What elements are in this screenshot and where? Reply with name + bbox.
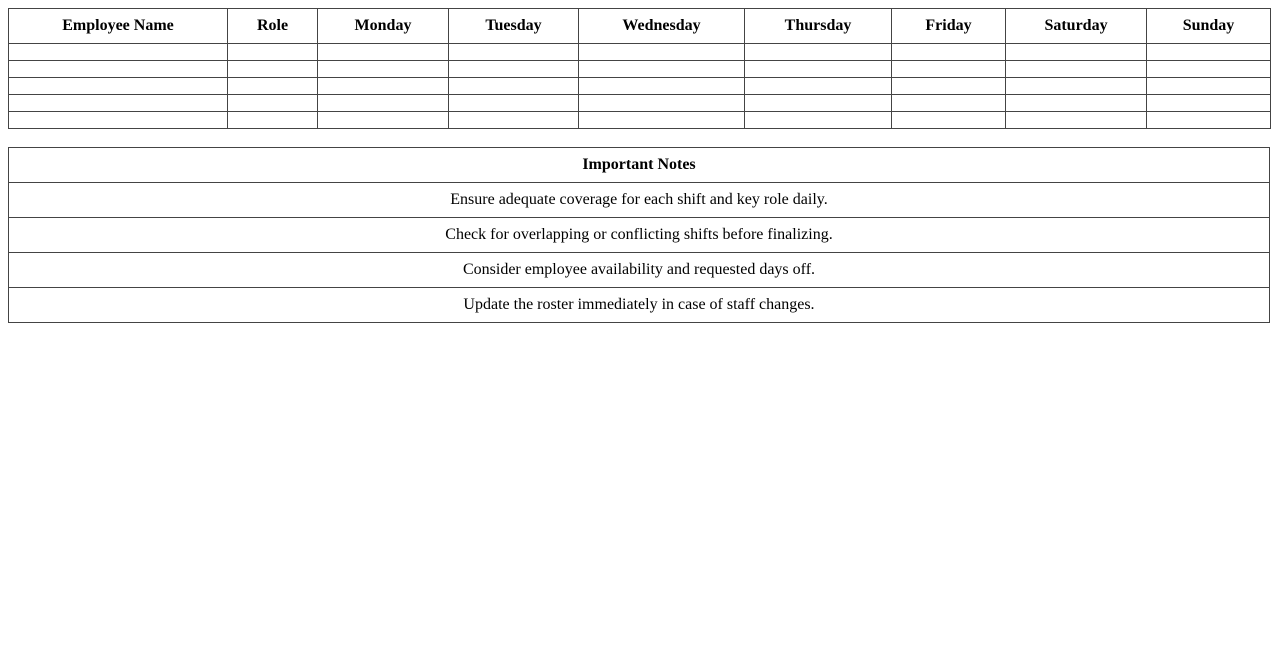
- note-row: [9, 183, 1270, 218]
- table-cell[interactable]: [449, 95, 579, 112]
- note-row: [9, 288, 1270, 323]
- table-cell[interactable]: [1006, 112, 1147, 129]
- table-cell[interactable]: [9, 112, 228, 129]
- column-header-employee-name: Employee Name: [9, 9, 228, 44]
- notes-header-row: [9, 148, 1270, 183]
- table-cell[interactable]: [449, 61, 579, 78]
- note-item: Consider employee availability and requested days off.: [9, 253, 1270, 288]
- notes-title: Important Notes: [9, 148, 1270, 183]
- table-cell[interactable]: [318, 61, 449, 78]
- table-cell[interactable]: [318, 112, 449, 129]
- table-cell[interactable]: [228, 44, 318, 61]
- table-cell[interactable]: [449, 44, 579, 61]
- table-cell[interactable]: [9, 61, 228, 78]
- column-header-tuesday: Tuesday: [449, 9, 579, 44]
- table-cell[interactable]: [892, 112, 1006, 129]
- table-cell[interactable]: [9, 95, 228, 112]
- table-cell[interactable]: [318, 95, 449, 112]
- table-cell[interactable]: [892, 78, 1006, 95]
- table-cell[interactable]: [228, 112, 318, 129]
- note-item: Update the roster immediately in case of staff changes.: [9, 288, 1270, 323]
- table-row: [9, 78, 1271, 95]
- table-cell[interactable]: [579, 112, 745, 129]
- table-cell[interactable]: [1006, 78, 1147, 95]
- note-row: [9, 218, 1270, 253]
- table-cell[interactable]: [745, 112, 892, 129]
- table-cell[interactable]: [892, 61, 1006, 78]
- page: [0, 0, 1278, 323]
- table-row: [9, 61, 1271, 78]
- table-cell[interactable]: [228, 78, 318, 95]
- column-header-sunday: Sunday: [1147, 9, 1271, 44]
- table-cell[interactable]: [579, 44, 745, 61]
- table-cell[interactable]: [449, 112, 579, 129]
- table-cell[interactable]: [892, 44, 1006, 61]
- table-row: [9, 112, 1271, 129]
- table-cell[interactable]: [579, 61, 745, 78]
- table-cell[interactable]: [1147, 44, 1271, 61]
- table-cell[interactable]: [745, 61, 892, 78]
- note-item: Check for overlapping or conflicting shifts before finalizing.: [9, 218, 1270, 253]
- table-cell[interactable]: [579, 95, 745, 112]
- roster-header-row: [9, 9, 1271, 44]
- table-cell[interactable]: [745, 78, 892, 95]
- column-header-monday: Monday: [318, 9, 449, 44]
- table-cell[interactable]: [1147, 61, 1271, 78]
- notes-table: [8, 147, 1270, 323]
- table-cell[interactable]: [449, 78, 579, 95]
- table-row: [9, 44, 1271, 61]
- table-cell[interactable]: [1006, 61, 1147, 78]
- table-cell[interactable]: [579, 78, 745, 95]
- table-cell[interactable]: [745, 95, 892, 112]
- table-cell[interactable]: [318, 78, 449, 95]
- table-cell[interactable]: [1006, 44, 1147, 61]
- table-cell[interactable]: [228, 61, 318, 78]
- table-cell[interactable]: [228, 95, 318, 112]
- note-row: [9, 253, 1270, 288]
- table-cell[interactable]: [318, 44, 449, 61]
- column-header-wednesday: Wednesday: [579, 9, 745, 44]
- column-header-friday: Friday: [892, 9, 1006, 44]
- table-cell[interactable]: [1147, 112, 1271, 129]
- table-cell[interactable]: [9, 78, 228, 95]
- column-header-role: Role: [228, 9, 318, 44]
- table-cell[interactable]: [1147, 78, 1271, 95]
- note-item: Ensure adequate coverage for each shift and key role daily.: [9, 183, 1270, 218]
- roster-table: [8, 8, 1271, 129]
- column-header-saturday: Saturday: [1006, 9, 1147, 44]
- table-cell[interactable]: [1147, 95, 1271, 112]
- column-header-thursday: Thursday: [745, 9, 892, 44]
- table-cell[interactable]: [892, 95, 1006, 112]
- table-cell[interactable]: [1006, 95, 1147, 112]
- table-row: [9, 95, 1271, 112]
- table-cell[interactable]: [745, 44, 892, 61]
- table-cell[interactable]: [9, 44, 228, 61]
